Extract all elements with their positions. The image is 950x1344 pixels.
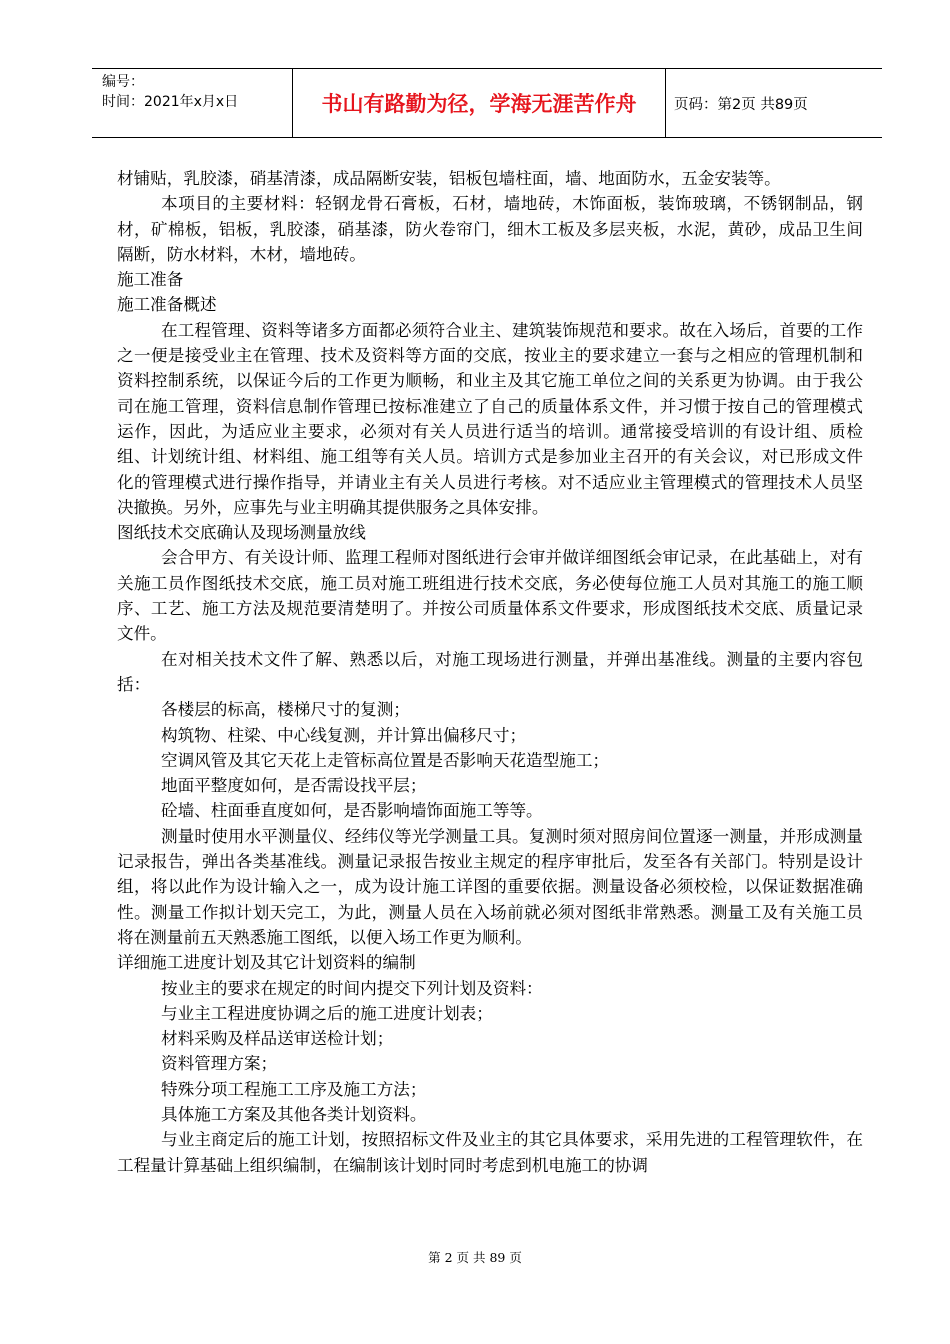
paragraph: 资料管理方案； <box>161 1054 278 1074</box>
paragraph: 砼墙、柱面垂直度如何，是否影响墙饰面施工等等。 <box>161 801 543 821</box>
paragraph: 具体施工方案及其他各类计划资料。 <box>161 1104 427 1124</box>
paragraph: 会合甲方、有关设计师、监理工程师对图纸进行会审并做详细图纸会审记录，在此基础上，对有关施工员作图纸技术交底，施工员对施工班组进行技术交底，务必使每位施工人员对其施工的施工顺序、工艺、施工方法及规范要清楚明了。并按公司质量体系文件要求，形成图纸技术交底、质量记录文件。 <box>117 548 863 644</box>
header-page-number: 页码：第2页 共89页 <box>674 96 808 113</box>
section-heading: 详细施工进度计划及其它计划资料的编制 <box>117 953 416 973</box>
paragraph: 测量时使用水平测量仪、经纬仪等光学测量工具。复测时须对照房间位置逐一测量，并形成测量记录报告，弹出各类基准线。测量记录报告按业主规定的程序审批后，发至各有关部门。特别是设计组，将以此作为设计输入之一，成为设计施工详图的重要依据。测量设备必须校检，以保证数据准确性。测量工作拟计划天完工，为此，测量人员在入场前就必须对图纸非常熟悉。测量工及有关施工员将在测量前五天熟悉施工图纸，以便入场工作更为顺利。 <box>117 826 863 947</box>
document-body <box>117 166 863 1178</box>
paragraph: 按业主的要求在规定的时间内提交下列计划及资料： <box>161 978 543 998</box>
paragraph: 地面平整度如何，是否需设找平层； <box>161 776 427 796</box>
paragraph: 特殊分项工程施工工序及施工方法； <box>161 1079 427 1099</box>
paragraph: 材铺贴，乳胶漆，硝基清漆，成品隔断安装，铝板包墙柱面，墙、地面防水，五金安装等。 <box>117 169 781 188</box>
paragraph: 材料采购及样品送审送检计划； <box>161 1029 394 1049</box>
section-heading: 图纸技术交底确认及现场测量放线 <box>117 523 366 543</box>
document-code-label: 编号： <box>102 74 144 90</box>
section-heading: 施工准备 <box>117 270 184 290</box>
document-date: 时间：2021年x月x日 <box>102 94 239 110</box>
paragraph: 构筑物、柱梁、中心线复测，并计算出偏移尺寸； <box>161 725 527 745</box>
paragraph: 各楼层的标高，楼梯尺寸的复测； <box>161 700 410 720</box>
paragraph: 与业主商定后的施工计划，按照招标文件及业主的其它具体要求，采用先进的工程管理软件，在工程量计算基础上组织编制，在编制该计划时同时考虑到机电施工的协调 <box>117 1130 863 1175</box>
section-heading: 施工准备概述 <box>117 295 217 315</box>
page-footer: 第 2 页 共 89 页 <box>428 1250 522 1265</box>
header-meta <box>92 69 292 137</box>
paragraph: 在对相关技术文件了解、熟悉以后，对施工现场进行测量，并弹出基准线。测量的主要内容包括： <box>117 649 863 694</box>
page-header <box>92 68 882 138</box>
paragraph: 本项目的主要材料：轻钢龙骨石膏板，石材，墙地砖，木饰面板，装饰玻璃，不锈钢制品，钢材，矿棉板，铝板，乳胶漆，硝基漆，防火卷帘门，细木工板及多层夹板，水泥，黄砂，成品卫生间隔断，防水材料，木材，墙地砖。 <box>117 194 863 264</box>
paragraph: 在工程管理、资料等诸多方面都必须符合业主、建筑装饰规范和要求。故在入场后，首要的工作之一便是接受业主在管理、技术及资料等方面的交底，按业主的要求建立一套与之相应的管理机制和资料控制系统，以保证今后的工作更为顺畅，和业主及其它施工单位之间的关系更为协调。由于我公司在施工管理，资料信息制作管理已按标准建立了自己的质量体系文件，并习惯于按自己的管理模式运作，因此，为适应业主要求，必须对有关人员进行适当的培训。通常接受培训的有设计组、质检组、计划统计组、材料组、施工组等有关人员。培训方式是参加业主召开的有关会议，对已形成文件化的管理模式进行操作指导，并请业主有关人员进行考核。对不适应业主管理模式的管理技术人员坚决撤换。另外，应事先与业主明确其提供服务之具体安排。 <box>117 320 863 517</box>
header-motto: 书山有路勤为径，学海无涯苦作舟 <box>292 69 666 137</box>
paragraph: 空调风管及其它天花上走管标高位置是否影响天花造型施工； <box>161 750 610 770</box>
paragraph: 与业主工程进度协调之后的施工进度计划表； <box>161 1003 493 1023</box>
